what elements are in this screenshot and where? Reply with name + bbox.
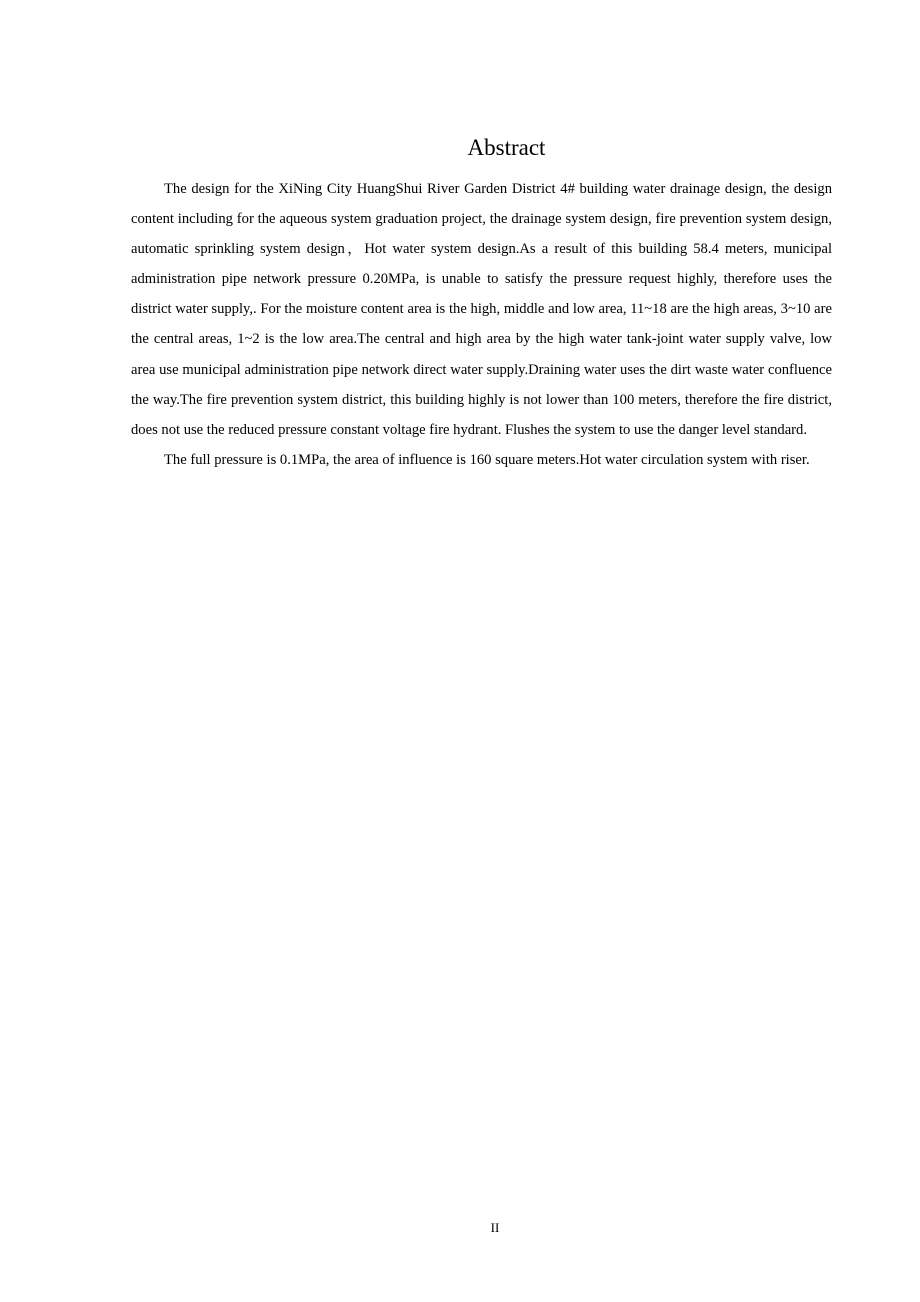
page-title: Abstract [467, 135, 546, 160]
abstract-body [131, 174, 832, 475]
abstract-paragraph-1: The design for the XiNing City HuangShui River Garden District 4# building water drainage design, the design content including for the aqueous system graduation project, the drainage system design, fire prevention system design, automatic sprinkling system design，Hot water system design.As a result of this building 58.4 meters, municipal administration pipe network pressure 0.20MPa, is unable to satisfy the pressure request highly, therefore uses the district water supply,. For the moisture content area is the high, middle and low area, 11~18 are the high areas, 3~10 are the central areas, 1~2 is the low area.The central and high area by the high water tank-joint water supply valve, low area use municipal administration pipe network direct water supply.Draining water uses the dirt waste water confluence the way.The fire prevention system district, this building highly is not lower than 100 meters, therefore the fire district, does not use the reduced pressure constant voltage fire hydrant. Flushes the system to use the danger level standard. [131, 181, 832, 438]
page-number: II [490, 1220, 500, 1235]
abstract-paragraph-2: The full pressure is 0.1MPa, the area of influence is 160 square meters.Hot water circulation system with riser. [164, 451, 810, 468]
